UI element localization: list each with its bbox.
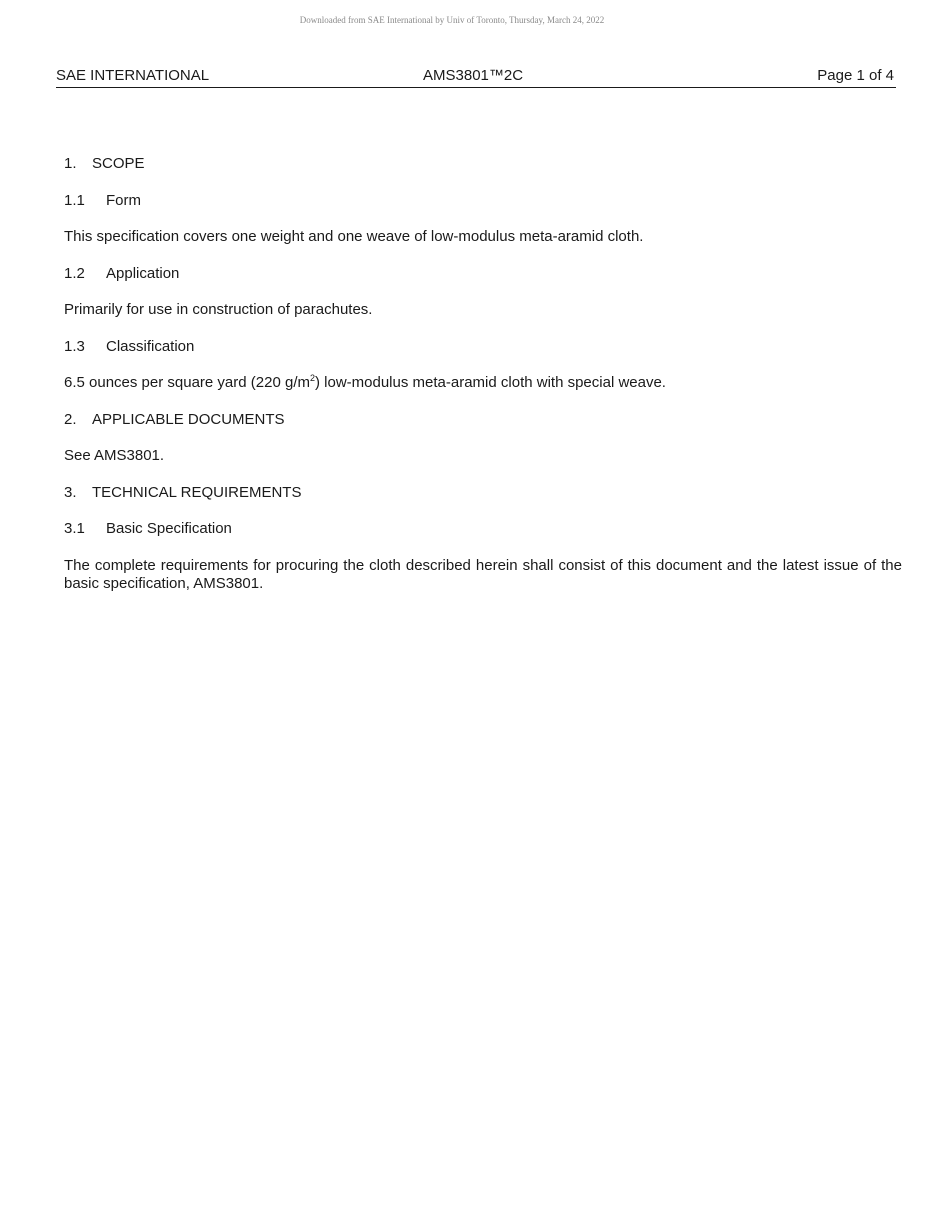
download-watermark: Downloaded from SAE International by Univ of Toronto, Thursday, March 24, 2022 bbox=[299, 15, 605, 25]
section-heading-scope bbox=[64, 155, 902, 173]
section-number: 2. bbox=[64, 410, 77, 428]
section-text-form: This specification covers one weight and one weave of low-modulus meta-aramid cloth. bbox=[64, 228, 644, 245]
section-number: 1. bbox=[64, 155, 77, 172]
section-number: 3.1 bbox=[64, 520, 85, 537]
section-number: 3. bbox=[64, 483, 77, 501]
document-body bbox=[64, 155, 902, 611]
section-text-classification bbox=[64, 374, 902, 392]
section-title: Basic Specification bbox=[106, 520, 232, 537]
section-title: Application bbox=[106, 264, 180, 282]
classification-text-end: ) low-modulus meta-aramid cloth with special weave. bbox=[315, 374, 666, 391]
section-title: Form bbox=[106, 191, 141, 209]
section-title: APPLICABLE DOCUMENTS bbox=[92, 410, 285, 428]
superscript-exponent: 2 bbox=[309, 373, 315, 383]
section-text-applicable-documents: See AMS3801. bbox=[64, 447, 165, 464]
section-number: 1.2 bbox=[64, 264, 85, 282]
header-document-id: AMS3801™2C bbox=[423, 67, 524, 84]
section-text-application: Primarily for use in construction of parachutes. bbox=[64, 301, 373, 318]
section-heading-classification bbox=[64, 338, 902, 356]
section-title: TECHNICAL REQUIREMENTS bbox=[92, 483, 302, 501]
header-page-indicator: Page 1 of 4 bbox=[817, 67, 894, 84]
section-title: SCOPE bbox=[92, 155, 145, 172]
classification-text-start: 6.5 ounces per square yard (220 g/m bbox=[64, 374, 310, 391]
section-number: 1.3 bbox=[64, 337, 85, 355]
section-heading-application bbox=[64, 265, 902, 283]
section-heading-applicable-documents bbox=[64, 411, 902, 429]
section-number: 1.1 bbox=[64, 191, 85, 209]
header-organization: SAE INTERNATIONAL bbox=[56, 67, 210, 84]
section-heading-basic-specification bbox=[64, 520, 902, 538]
section-heading-technical-requirements bbox=[64, 484, 902, 502]
section-title: Classification bbox=[106, 337, 195, 355]
page-header bbox=[56, 66, 896, 88]
section-text-basic-specification: The complete requirements for procuring the cloth described herein shall consist of this document and the latest issue of the basic specification, AMS3801. bbox=[64, 556, 902, 592]
section-heading-form bbox=[64, 192, 902, 210]
